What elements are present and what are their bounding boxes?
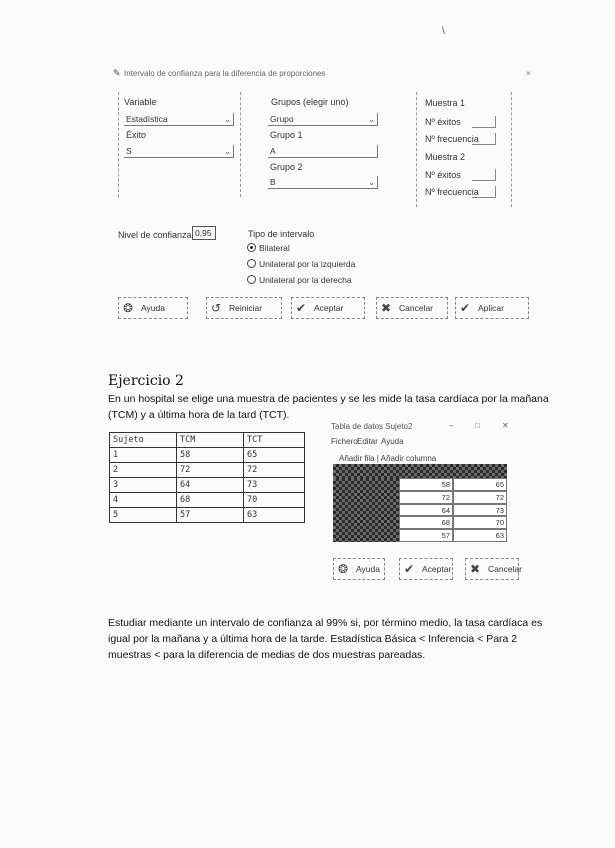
check-icon: ✔ <box>296 301 307 315</box>
n-exitos2-label: Nº éxitos <box>425 170 461 180</box>
exercise-task-line1: Estudiar mediante un intervalo de confianza al 99% si, por término medio, la tasa cardíaca es <box>108 617 543 629</box>
n-exitos1-input[interactable] <box>472 116 496 128</box>
nivel-value: 0,95 <box>195 228 212 238</box>
check-icon: ✔ <box>404 562 415 576</box>
apply-button-label: Aplicar <box>478 303 504 313</box>
apply-icon: ✔ <box>460 301 471 315</box>
exito-value: S <box>126 146 132 156</box>
exercise-intro-line2: (TCM) y a última hora de la tard (TCT). <box>108 409 290 421</box>
exercise-heading: Ejercicio 2 <box>108 373 184 389</box>
tipo-label: Tipo de intervalo <box>248 229 315 239</box>
variable-select[interactable] <box>124 113 234 126</box>
menu-editar[interactable]: Editar <box>357 437 378 446</box>
grupo2-label: Grupo 2 <box>270 162 303 172</box>
variable-value: Estadística <box>126 114 168 124</box>
exercise-task-line3: muestras < para la diferencia de medias de dos muestras pareadas. <box>108 649 426 661</box>
radio-unilateral-izquierda[interactable] <box>247 259 355 269</box>
radio-checked-icon <box>247 243 256 252</box>
radio-bilateral[interactable] <box>247 243 290 253</box>
table-row <box>110 463 305 478</box>
muestra1-label: Muestra 1 <box>425 98 466 108</box>
radio-derecha-label: Unilateral por la derecha <box>259 275 352 285</box>
maximize-icon[interactable]: □ <box>475 421 480 430</box>
table-header-cell: TCT <box>244 433 305 448</box>
n-frecuencia2-label: Nº frecuencia <box>425 187 479 197</box>
table-cell: 72 <box>177 463 244 478</box>
editor-accept-button[interactable] <box>399 558 453 580</box>
grupo-value: Grupo <box>270 114 294 124</box>
table-header-cell: TCM <box>177 433 244 448</box>
editor-cell[interactable]: 72 <box>453 491 507 504</box>
radio-unilateral-derecha[interactable] <box>247 275 352 285</box>
table-cell: 58 <box>177 448 244 463</box>
editor-grid-header <box>333 464 507 478</box>
editor-grid <box>399 478 507 542</box>
nivel-input[interactable] <box>192 226 216 240</box>
minimize-icon[interactable]: – <box>449 421 454 430</box>
grupos-label: Grupos (elegir uno) <box>271 97 349 107</box>
grupo1-select[interactable] <box>268 145 378 158</box>
editor-accept-label: Aceptar <box>422 564 452 574</box>
editor-cancel-label: Cancelar <box>488 564 523 574</box>
table-cell: 68 <box>177 493 244 508</box>
nivel-label: Nivel de confianza <box>118 230 192 240</box>
chevron-down-icon: ⌄ <box>224 115 231 124</box>
editor-cell[interactable]: 68 <box>399 516 453 529</box>
accept-button-label: Aceptar <box>314 303 344 313</box>
reset-button[interactable] <box>206 297 282 319</box>
table-cell: 1 <box>110 448 177 463</box>
table-row <box>110 448 305 463</box>
muestra2-label: Muestra 2 <box>425 152 466 162</box>
table-header-cell: Sujeto <box>110 433 177 448</box>
cancel-button[interactable] <box>376 297 448 319</box>
table-cell: 65 <box>244 448 305 463</box>
help-button-label: Ayuda <box>141 303 165 313</box>
table-cell: 4 <box>110 493 177 508</box>
cancel-icon: ✖ <box>470 562 481 576</box>
exito-label: Éxito <box>126 130 147 140</box>
editor-cell[interactable]: 72 <box>399 491 453 504</box>
n-exitos1-label: Nº éxitos <box>425 117 461 127</box>
grupo2-select[interactable] <box>268 176 378 189</box>
apply-button[interactable] <box>455 297 529 319</box>
help-icon: ❂ <box>338 562 349 576</box>
exito-select[interactable] <box>124 145 234 158</box>
table-cell: 63 <box>244 508 305 523</box>
editor-row-headers <box>333 478 399 542</box>
editor-toolbar[interactable]: Añadir fila | Añadir columna <box>339 454 437 463</box>
table-row <box>110 478 305 493</box>
menu-fichero[interactable]: Fichero <box>331 437 358 446</box>
close-icon[interactable]: × <box>526 69 531 78</box>
table-cell: 64 <box>177 478 244 493</box>
editor-cell[interactable]: 63 <box>453 529 507 542</box>
editor-cell[interactable]: 57 <box>399 529 453 542</box>
grupo2-value: B <box>270 177 276 187</box>
table-cell: 5 <box>110 508 177 523</box>
n-exitos2-input[interactable] <box>472 169 496 181</box>
cancel-icon: ✖ <box>381 301 392 315</box>
chevron-down-icon: ⌄ <box>368 115 375 124</box>
chevron-down-icon: ⌄ <box>368 178 375 187</box>
editor-cell[interactable]: 65 <box>453 478 507 491</box>
pen-mark: \ <box>442 26 445 37</box>
accept-button[interactable] <box>291 297 365 319</box>
editor-cell[interactable]: 70 <box>453 516 507 529</box>
n-frecuencia1-input[interactable] <box>472 133 496 145</box>
table-cell: 72 <box>244 463 305 478</box>
editor-title: Tabla de datos Sujeto2 <box>331 422 413 431</box>
editor-cell[interactable]: 64 <box>399 504 453 517</box>
grupo1-value: A <box>270 146 276 156</box>
grupo1-label: Grupo 1 <box>270 130 303 140</box>
editor-help-button[interactable] <box>333 558 385 580</box>
exercise-intro-line1: En un hospital se elige una muestra de pacientes y se les mide la tasa cardíaca por la mañana <box>108 393 549 405</box>
help-button[interactable] <box>118 297 188 319</box>
radio-izquierda-label: Unilateral por la izquierda <box>259 259 356 269</box>
table-cell: 57 <box>177 508 244 523</box>
exercise-task-line2: igual por la mañana y a última hora de la tarde. Estadística Básica < Inferencia < Para 2 <box>108 633 518 645</box>
data-table <box>109 432 305 523</box>
radio-unchecked-icon <box>247 275 256 284</box>
menu-ayuda[interactable]: Ayuda <box>381 437 404 446</box>
table-cell: 70 <box>244 493 305 508</box>
variable-label: Variable <box>124 97 157 107</box>
chevron-down-icon: ⌄ <box>224 147 231 156</box>
dialog-title: Intervalo de confianza para la diferencia de proporciones <box>124 69 326 78</box>
reset-button-label: Reiniciar <box>229 303 263 313</box>
table-row <box>110 493 305 508</box>
radio-unchecked-icon <box>247 259 256 268</box>
n-frecuencia1-label: Nº frecuencia <box>425 134 479 144</box>
help-icon: ❂ <box>123 301 134 315</box>
editor-cell[interactable]: 58 <box>399 478 453 491</box>
table-row <box>110 508 305 523</box>
dialog-icon: ✎ <box>113 68 121 78</box>
radio-bilateral-label: Bilateral <box>259 243 290 253</box>
table-cell: 3 <box>110 478 177 493</box>
data-editor-dialog <box>325 418 523 583</box>
reset-icon: ↺ <box>211 301 222 315</box>
table-cell: 2 <box>110 463 177 478</box>
ci-dialog-top <box>0 0 615 340</box>
cancel-button-label: Cancelar <box>399 303 434 313</box>
table-cell: 73 <box>244 478 305 493</box>
close-icon[interactable]: ✕ <box>502 421 509 430</box>
editor-cancel-button[interactable] <box>465 558 523 580</box>
editor-help-label: Ayuda <box>356 564 380 574</box>
n-frecuencia2-input[interactable] <box>472 186 496 198</box>
grupo-select[interactable] <box>268 113 378 126</box>
editor-cell[interactable]: 73 <box>453 504 507 517</box>
table-header-row <box>110 433 305 448</box>
